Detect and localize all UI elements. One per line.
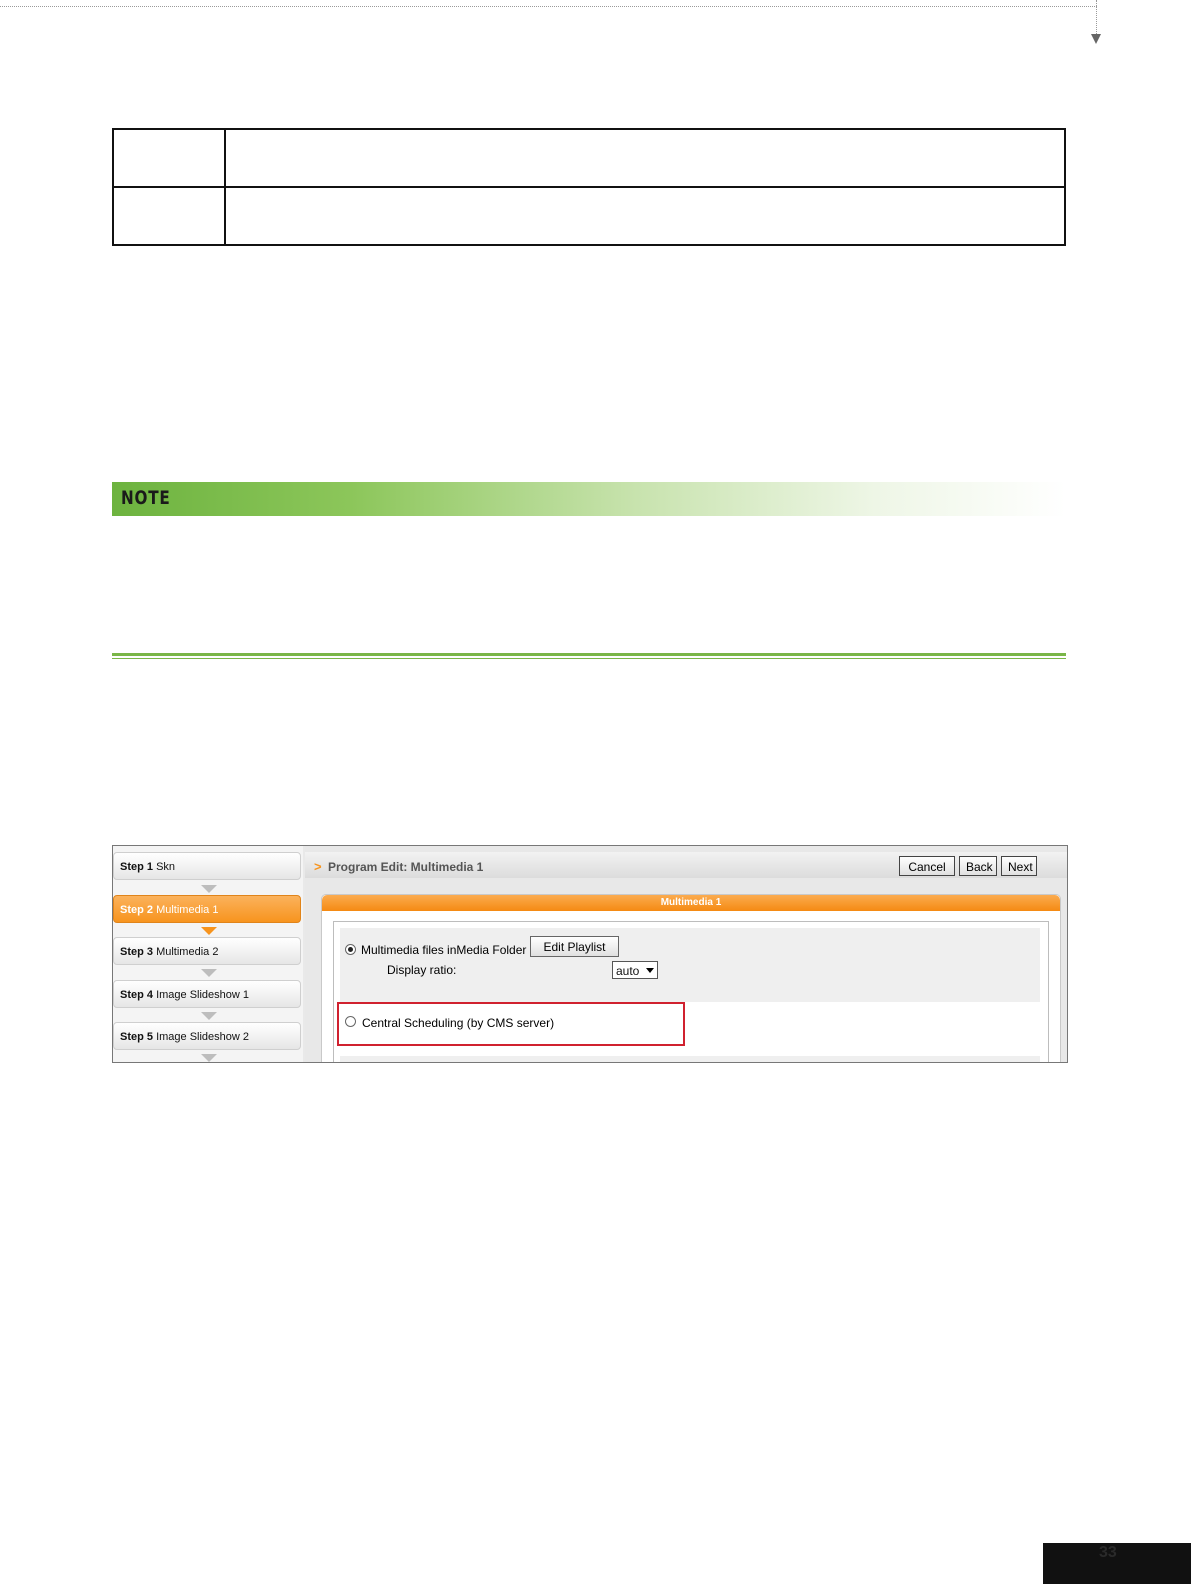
table-row <box>113 187 1065 245</box>
note-end-rule <box>112 653 1066 656</box>
step-name: Image Slideshow 2 <box>156 1031 250 1043</box>
main-panel <box>305 846 1067 1062</box>
step-arrow-icon <box>201 1054 217 1062</box>
step-arrow-icon <box>201 927 217 935</box>
central-scheduling-label: Central Scheduling (by CMS server) <box>362 1016 555 1030</box>
top-guide-line <box>0 0 1097 7</box>
program-edit-screenshot <box>112 845 1068 1063</box>
step-name: Image Slideshow 1 <box>156 989 250 1001</box>
title-bar <box>305 852 1067 878</box>
note-banner <box>112 482 1066 516</box>
sidebar-step-4[interactable] <box>113 980 301 1008</box>
table-cell <box>225 187 1065 245</box>
step-name: Skn <box>156 861 176 873</box>
page-number: 33 <box>1099 1544 1117 1561</box>
step-number: Step 2 <box>120 904 154 916</box>
chevron-right-icon: > <box>314 859 322 874</box>
media-folder-label: Multimedia files inMedia Folder <box>361 943 527 957</box>
step-name: Multimedia 1 <box>156 904 219 916</box>
info-table <box>112 128 1066 246</box>
step-number: Step 5 <box>120 1031 154 1043</box>
step-name: Multimedia 2 <box>156 946 219 958</box>
chevron-down-icon <box>646 968 654 973</box>
sidebar-step-5[interactable] <box>113 1022 301 1050</box>
sidebar-step-2[interactable] <box>113 895 301 923</box>
display-ratio-value: auto <box>616 964 640 978</box>
page-footer <box>1043 1543 1191 1584</box>
page-title: Program Edit: Multimedia 1 <box>328 860 484 874</box>
display-ratio-select[interactable] <box>612 961 658 979</box>
step-number: Step 1 <box>120 861 154 873</box>
section-header: Multimedia 1 <box>322 895 1060 911</box>
table-cell <box>225 129 1065 187</box>
next-button[interactable]: Next <box>1001 856 1037 876</box>
step-sidebar <box>113 846 303 1062</box>
display-ratio-label: Display ratio: <box>387 963 457 977</box>
step-number: Step 4 <box>120 989 154 1001</box>
multimedia-section <box>321 894 1061 1063</box>
next-option-row <box>340 1056 1040 1063</box>
back-button[interactable]: Back <box>959 856 997 876</box>
central-scheduling-radio[interactable] <box>345 1016 356 1027</box>
top-guide-line-vertical <box>1096 0 1098 34</box>
step-arrow-icon <box>201 1012 217 1020</box>
sidebar-step-1[interactable] <box>113 852 301 880</box>
step-arrow-icon <box>201 885 217 893</box>
cancel-button[interactable]: Cancel <box>899 856 955 876</box>
note-label: NOTE <box>121 487 171 509</box>
down-arrow-icon <box>1091 34 1101 44</box>
media-folder-option-area <box>340 928 1040 1002</box>
table-row <box>113 129 1065 187</box>
sidebar-step-3[interactable] <box>113 937 301 965</box>
edit-playlist-button[interactable]: Edit Playlist <box>530 936 619 957</box>
media-folder-radio[interactable] <box>345 944 356 955</box>
note-end-rule-thin <box>112 658 1066 659</box>
options-box <box>333 921 1049 1063</box>
step-number: Step 3 <box>120 946 154 958</box>
table-cell <box>113 187 225 245</box>
table-cell <box>113 129 225 187</box>
step-arrow-icon <box>201 969 217 977</box>
